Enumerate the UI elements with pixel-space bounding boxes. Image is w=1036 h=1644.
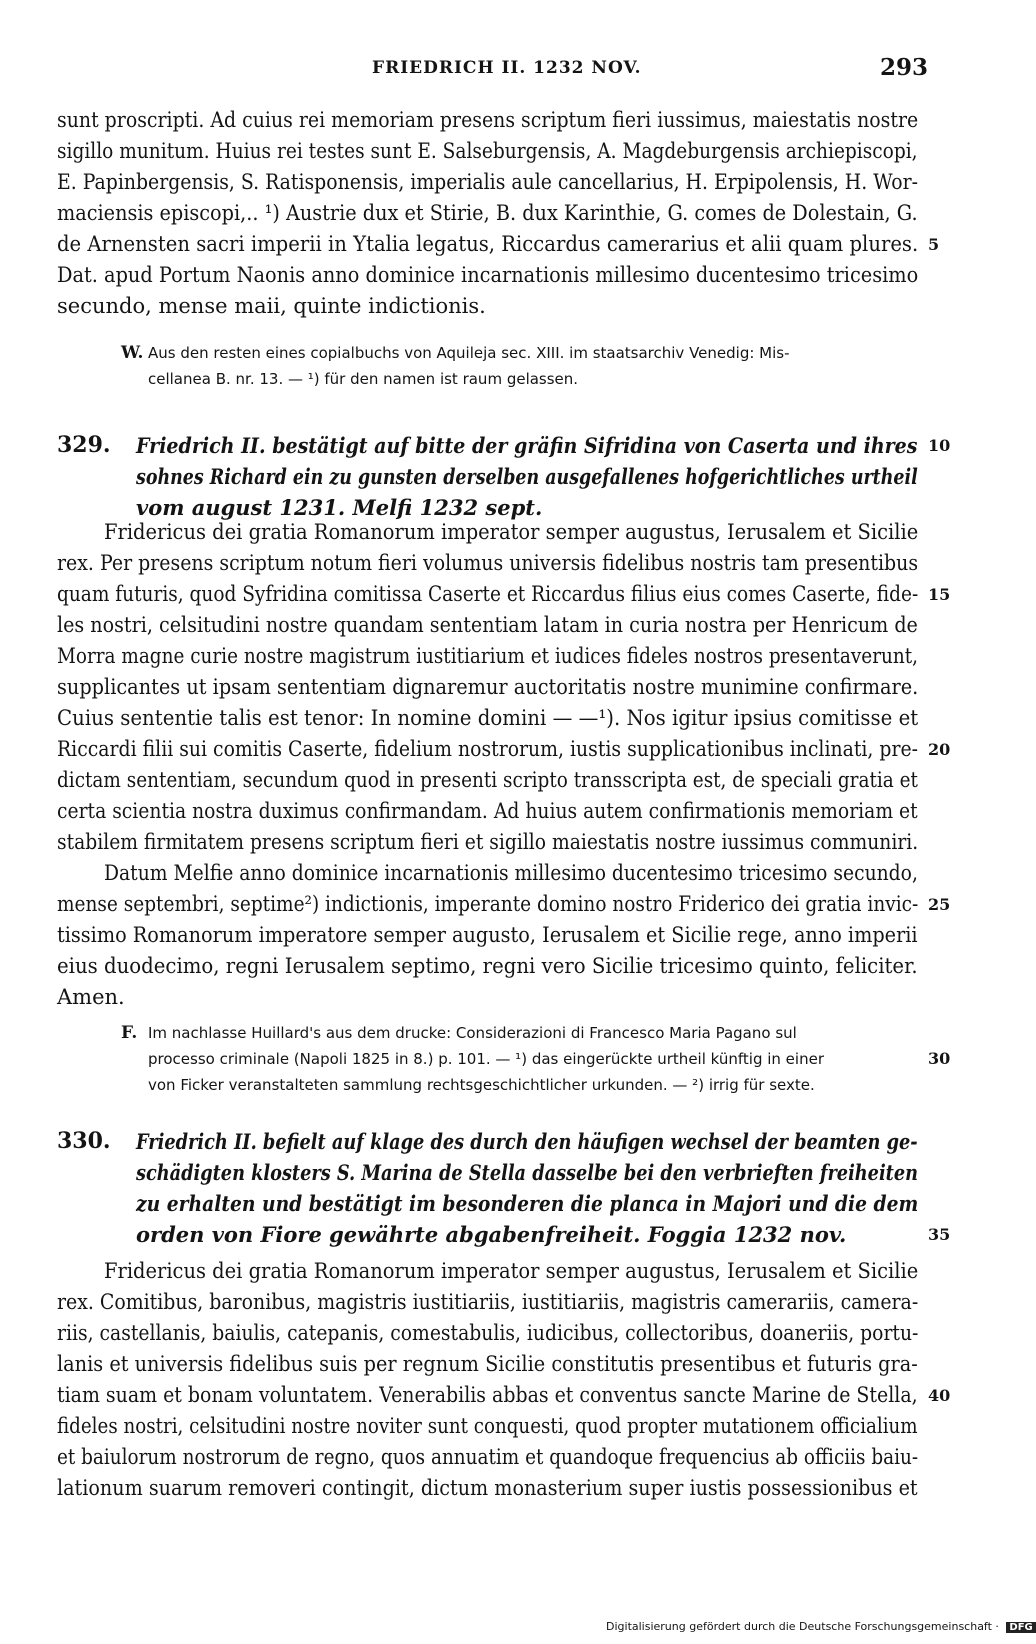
text-line: secundo, mense maii, quinte indictionis. xyxy=(57,294,486,318)
dfg-logo: DFG xyxy=(1006,1622,1035,1633)
heading-line: orden von Fiore gewährte abgabenfreiheit. Foggia 1232 nov. 35 xyxy=(0,1219,1000,1250)
text-line: lationum suarum removeri contingit, dictum monasterium super iustis possessionibus et xyxy=(57,1476,918,1500)
note-line: processo criminale (Napoli 1825 in 8.) p. 101. — ¹) das eingerückte urtheil künftig in einer 30 xyxy=(0,1046,1000,1072)
document-number: 329. xyxy=(57,432,111,458)
line-number: 10 xyxy=(928,436,951,455)
text-line: rex. Per presens scriptum notum fieri volumus universis fidelibus nostris tam presentibus xyxy=(57,551,919,575)
text-line: tiam suam et bonam voluntatem. Venerabilis abbas et conventus sancte Marine de Stella, 40 xyxy=(0,1380,1000,1411)
text-line: sunt proscripti. Ad cuius rei memoriam presens scriptum fieri iussimus, maiestatis nostre xyxy=(57,108,919,132)
page-header xyxy=(0,54,1000,88)
text-line: Datum Melfie anno dominice incarnationis millesimo ducentesimo tricesimo secundo, xyxy=(104,861,918,885)
page-number: 293 xyxy=(880,54,929,81)
text-line: Cuius sententie talis est tenor: In nomine domini — —¹). Nos igitur ipsius comitisse et xyxy=(57,706,919,730)
line-number: 35 xyxy=(928,1225,951,1244)
line-number: 20 xyxy=(928,740,951,759)
text-line: Morra magne curie nostre magistrum iustitiarium et iudices fideles nostros presentaverunt, xyxy=(57,644,918,668)
source-note-w xyxy=(0,340,1000,392)
text-line: quam futuris, quod Syfridina comitissa Caserte et Riccardus filius eius comes Caserte, fide- 15 xyxy=(0,579,1000,610)
heading-line: sohnes Richard ein zu gunsten derselben ausgefallenes hofgerichtliches urtheil xyxy=(136,464,918,489)
note-line: F. Im nachlasse Huillard's aus dem drucke: Considerazioni di Francesco Maria Pagano sul xyxy=(0,1020,1000,1046)
line-number: 5 xyxy=(928,235,940,254)
note-line: cellanea B. nr. 13. — ¹) für den namen ist raum gelassen. xyxy=(148,370,579,388)
text-line: fideles nostri, celsitudini nostre noviter sunt conquesti, quod propter mutationem officialium xyxy=(57,1414,918,1438)
text-line: supplicantes ut ipsam sententiam dignaremur auctoritatis nostre munimine confirmare. xyxy=(57,675,919,699)
text-line: dictam sententiam, secundum quod in presenti scripto transscripta est, de speciali gratia et xyxy=(57,768,918,792)
text-line: Dat. apud Portum Naonis anno dominice incarnationis millesimo ducentesimo tricesimo xyxy=(57,263,919,287)
document-330-text xyxy=(0,1256,1000,1504)
heading-line: vom august 1231. Melfi 1232 sept. xyxy=(136,495,543,520)
digitization-footer xyxy=(606,1620,1036,1633)
text-line: E. Papinbergensis, S. Ratisponensis, imperialis aule cancellarius, H. Erpipolensis, H. Wor- xyxy=(57,170,918,194)
document-number: 330. xyxy=(57,1128,111,1154)
document-330-heading xyxy=(0,1126,1000,1250)
line-number: 25 xyxy=(928,895,951,914)
text-line: eius duodecimo, regni Ierusalem septimo, regni vero Sicilie tricesimo quinto, feliciter. xyxy=(57,954,918,978)
line-number: 30 xyxy=(928,1049,951,1068)
note-siglum: W. xyxy=(121,343,144,363)
source-note-f xyxy=(0,1020,1000,1098)
text-line: rex. Comitibus, baronibus, magistris iustitiariis, iustitiariis, magistris camerariis, camera- xyxy=(57,1290,919,1314)
text-line: Riccardi filii sui comitis Caserte, fidelium nostrorum, iustis supplicationibus inclinati, pre- 20 xyxy=(0,734,1000,765)
line-number: 40 xyxy=(928,1386,951,1405)
text-line: maciensis episcopi,.. ¹) Austrie dux et Stirie, B. dux Karinthie, G. comes de Dolestain, G. xyxy=(57,201,918,225)
text-line: Fridericus dei gratia Romanorum imperator semper augustus, Ierusalem et Sicilie xyxy=(104,1259,919,1283)
text-line: Fridericus dei gratia Romanorum imperator semper augustus, Ierusalem et Sicilie xyxy=(104,520,919,544)
text-line: mense septembri, septime²) indictionis, imperante domino nostro Friderico dei gratia invic- 25 xyxy=(0,889,1000,920)
text-line: Amen. xyxy=(57,985,125,1009)
text-line: sigillo munitum. Huius rei testes sunt E. Salseburgensis, A. Magdeburgensis archiepiscopi, xyxy=(57,139,918,163)
text-line: riis, castellanis, baiulis, catepanis, comestabulis, iudicibus, collectoribus, doaneriis, portu- xyxy=(57,1321,919,1345)
heading-line: 330. Friedrich II. befielt auf klage des durch den häufigen wechsel der beamten ge- xyxy=(0,1126,1000,1157)
heading-line: schädigten klosters S. Marina de Stella dasselbe bei den verbrieften freiheiten xyxy=(136,1160,919,1185)
text-line: de Arnensten sacri imperii in Ytalia legatus, Riccardus camerarius et alii quam plures. 5 xyxy=(0,229,1000,260)
previous-document-text xyxy=(0,105,1000,322)
text-line: et baiulorum nostrorum de regno, quos annuatim et quandoque frequencius ab officiis baiu- xyxy=(57,1445,919,1469)
text-line: certa scientia nostra duximus confirmandam. Ad huius autem confirmationis memoriam et xyxy=(57,799,918,823)
note-line: W. Aus den resten eines copialbuchs von Aquileja sec. XIII. im staatsarchiv Venedig: Mis- xyxy=(0,340,1000,366)
note-siglum: F. xyxy=(121,1023,138,1043)
note-line: von Ficker veranstalteten sammlung rechtsgeschichtlicher urkunden. — ²) irrig für sexte. xyxy=(148,1076,815,1094)
footer-text: Digitalisierung gefördert durch die Deutsche Forschungsgemeinschaft · xyxy=(606,1620,999,1633)
text-line: les nostri, celsitudini nostre quandam sententiam latam in curia nostra per Henricum de xyxy=(57,613,918,637)
line-number: 15 xyxy=(928,585,951,604)
text-line: tissimo Romanorum imperatore semper augusto, Ierusalem et Sicilie rege, anno imperii xyxy=(57,923,918,947)
heading-line: zu erhalten und bestätigt im besonderen die planca in Majori und die dem xyxy=(136,1191,919,1216)
document-329-heading xyxy=(0,430,1000,523)
running-head: FRIEDRICH II. 1232 NOV. xyxy=(372,58,642,78)
heading-line: 329. Friedrich II. bestätigt auf bitte der gräfin Sifridina von Caserta und ihres 10 xyxy=(0,430,1000,461)
document-329-text xyxy=(0,517,1000,1013)
text-line: stabilem firmitatem presens scriptum fieri et sigillo maiestatis nostre iussimus communiri. xyxy=(57,830,919,854)
text-line: lanis et universis fidelibus suis per regnum Sicilie constitutis presentibus et futuris gra- xyxy=(57,1352,918,1376)
